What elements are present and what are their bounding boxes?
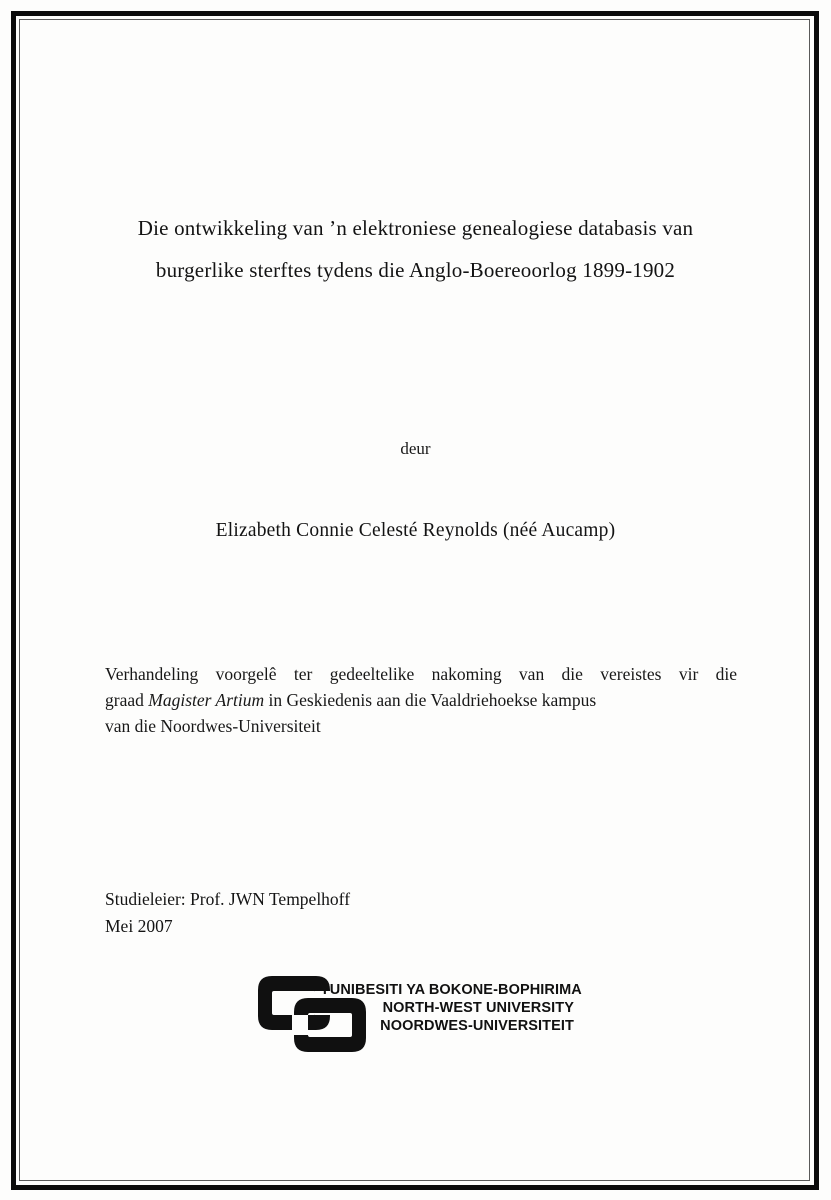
thesis-title	[60, 207, 771, 291]
logo-text-afrikaans: NOORDWES-UNIVERSITEIT	[380, 1018, 574, 1034]
degree-statement-line1: Verhandeling voorgelê ter gedeeltelike nakoming van die vereistes vir die	[105, 664, 737, 684]
degree-statement-line3: van die Noordwes-Universiteit	[105, 716, 321, 736]
university-logo-text	[320, 981, 582, 1035]
thesis-title-line1: Die ontwikkeling van ’n elektroniese genealogiese databasis van	[137, 216, 694, 240]
university-logo	[258, 972, 588, 1052]
byline-label: deur	[400, 439, 431, 458]
author-name: Elizabeth Connie Celesté Reynolds (néé Aucamp)	[215, 520, 616, 541]
supervisor-line: Studieleier: Prof. JWN Tempelhoff	[105, 889, 351, 909]
degree-statement-line2-prefix: graad	[105, 690, 149, 710]
logo-text-setswana: YUNIBESITI YA BOKONE-BOPHIRIMA	[320, 982, 582, 998]
degree-statement	[105, 661, 737, 739]
logo-text-english: NORTH-WEST UNIVERSITY	[382, 1000, 574, 1016]
supervisor-block	[105, 886, 350, 940]
thesis-title-line2: burgerlike sterftes tydens die Anglo-Boereoorlog 1899-1902	[155, 258, 676, 282]
date-line: Mei 2007	[105, 916, 173, 936]
degree-statement-line2	[105, 687, 737, 713]
degree-statement-line2-suffix: in Geskiedenis aan die Vaaldriehoekse kampus	[264, 690, 597, 710]
degree-name: Magister Artium	[148, 690, 265, 710]
